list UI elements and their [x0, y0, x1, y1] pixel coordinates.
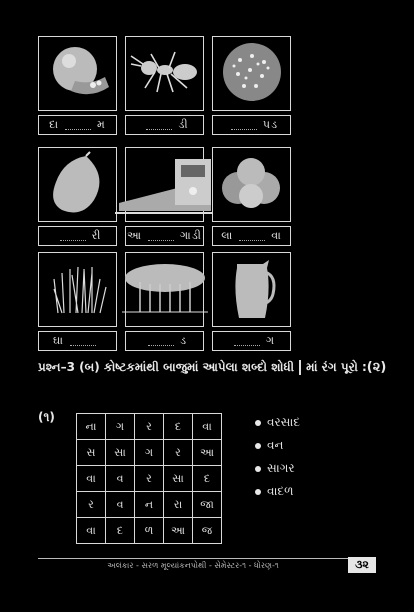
grid-cell[interactable]: વા	[77, 518, 106, 544]
word-left: લા	[221, 229, 234, 242]
sub-question-number: (૧)	[38, 410, 55, 424]
train-icon	[115, 151, 215, 219]
word-right: ગ	[265, 334, 276, 347]
picture-box	[212, 252, 291, 327]
grid-row	[77, 518, 222, 544]
word-label	[38, 115, 117, 135]
word-right: રી	[91, 229, 102, 242]
bullet-icon	[255, 443, 261, 449]
word-list-item	[255, 457, 300, 480]
grid-cell[interactable]: જ	[193, 518, 222, 544]
grid-cell[interactable]: ર	[135, 466, 164, 492]
grid-cell[interactable]: ગ	[135, 440, 164, 466]
letter-grid	[76, 413, 222, 544]
word-label	[212, 226, 291, 246]
picture-box	[125, 36, 204, 111]
word-right: ગાડી	[180, 229, 202, 242]
blank	[234, 337, 260, 346]
grid-cell[interactable]: આ	[193, 440, 222, 466]
word-right: પડ	[262, 118, 279, 131]
color-box	[299, 360, 301, 375]
blank	[148, 337, 174, 346]
word-right: ડી	[178, 118, 189, 131]
custard-apple-icon	[214, 152, 290, 218]
grid-cell[interactable]: ન	[135, 492, 164, 518]
jug-icon	[225, 256, 279, 324]
banyan-tree-icon	[120, 260, 210, 320]
question-marks: (૨)	[366, 359, 387, 375]
word-text: વન	[267, 438, 284, 452]
question-text: પ્રશ્ન–3 (બ) કોષ્ટકમાંથી બાજુમાં આપેલા શબ્દો શોધી	[38, 359, 295, 374]
grass-icon	[48, 261, 108, 319]
grid-cell[interactable]: વા	[193, 414, 222, 440]
word-left: ઘા	[53, 334, 64, 347]
grid-cell[interactable]: દ	[193, 466, 222, 492]
grid-cell[interactable]: આ	[164, 518, 193, 544]
footer-rule	[38, 558, 348, 559]
blank	[148, 232, 174, 241]
word-label	[38, 331, 117, 351]
word-right: મ	[97, 118, 106, 131]
word-list-item	[255, 434, 300, 457]
bullet-icon	[255, 466, 261, 472]
picture-box	[125, 147, 204, 222]
ant-icon	[125, 44, 205, 104]
word-label	[38, 226, 117, 246]
word-left: દા	[49, 118, 60, 131]
grid-cell[interactable]: રા	[164, 492, 193, 518]
grid-cell[interactable]: વા	[77, 466, 106, 492]
word-list-item	[255, 480, 300, 503]
picture-box	[212, 36, 291, 111]
grid-cell[interactable]: દ	[164, 414, 193, 440]
blank	[231, 121, 257, 130]
blank	[146, 121, 172, 130]
word-label	[212, 115, 291, 135]
grid-row	[77, 466, 222, 492]
footer-text: અલંકાર - સરળ મૂલ્યાંકનપોથી - સેમેસ્ટર-૧ - ધોરણ-૧	[107, 561, 279, 570]
word-list-item	[255, 411, 300, 434]
grid-cell[interactable]: વ	[106, 466, 135, 492]
word-label	[125, 226, 204, 246]
blank	[65, 121, 91, 130]
word-label	[125, 115, 204, 135]
grid-cell[interactable]: જા	[193, 492, 222, 518]
picture-box	[38, 36, 117, 111]
question-line	[38, 357, 387, 377]
word-text: સાગર	[267, 461, 295, 475]
blank	[239, 232, 265, 241]
grid-cell[interactable]: ર	[164, 440, 193, 466]
grid-cell[interactable]: સા	[106, 440, 135, 466]
word-list	[255, 411, 300, 503]
grid-cell[interactable]: સા	[164, 466, 193, 492]
question-suffix: માં રંગ પૂરો :	[306, 359, 367, 374]
word-text: વરસાદ	[267, 415, 301, 429]
word-right: વા	[271, 229, 282, 242]
pomegranate-icon	[43, 41, 113, 107]
grid-row	[77, 440, 222, 466]
grid-cell[interactable]: ના	[77, 414, 106, 440]
picture-box	[212, 147, 291, 222]
picture-box	[38, 147, 117, 222]
word-right: ડ	[179, 334, 188, 347]
pomegranate-seeds-icon	[220, 40, 284, 108]
blank	[60, 232, 86, 241]
picture-box	[125, 252, 204, 327]
grid-cell[interactable]: ર	[77, 492, 106, 518]
grid-row	[77, 492, 222, 518]
grid-cell[interactable]: સ	[77, 440, 106, 466]
mango-icon	[46, 150, 110, 220]
grid-cell[interactable]: વ	[106, 492, 135, 518]
grid-row	[77, 414, 222, 440]
picture-box	[38, 252, 117, 327]
grid-cell[interactable]: ગ	[106, 414, 135, 440]
bullet-icon	[255, 420, 261, 426]
grid-cell[interactable]: ળ	[135, 518, 164, 544]
bullet-icon	[255, 489, 261, 495]
word-label	[125, 331, 204, 351]
word-label	[212, 331, 291, 351]
page-number: ૩૨	[348, 557, 376, 573]
grid-cell[interactable]: દ	[106, 518, 135, 544]
word-text: વાદળ	[267, 484, 294, 498]
word-left: આ	[127, 229, 143, 242]
grid-cell[interactable]: ર	[135, 414, 164, 440]
blank	[70, 337, 96, 346]
